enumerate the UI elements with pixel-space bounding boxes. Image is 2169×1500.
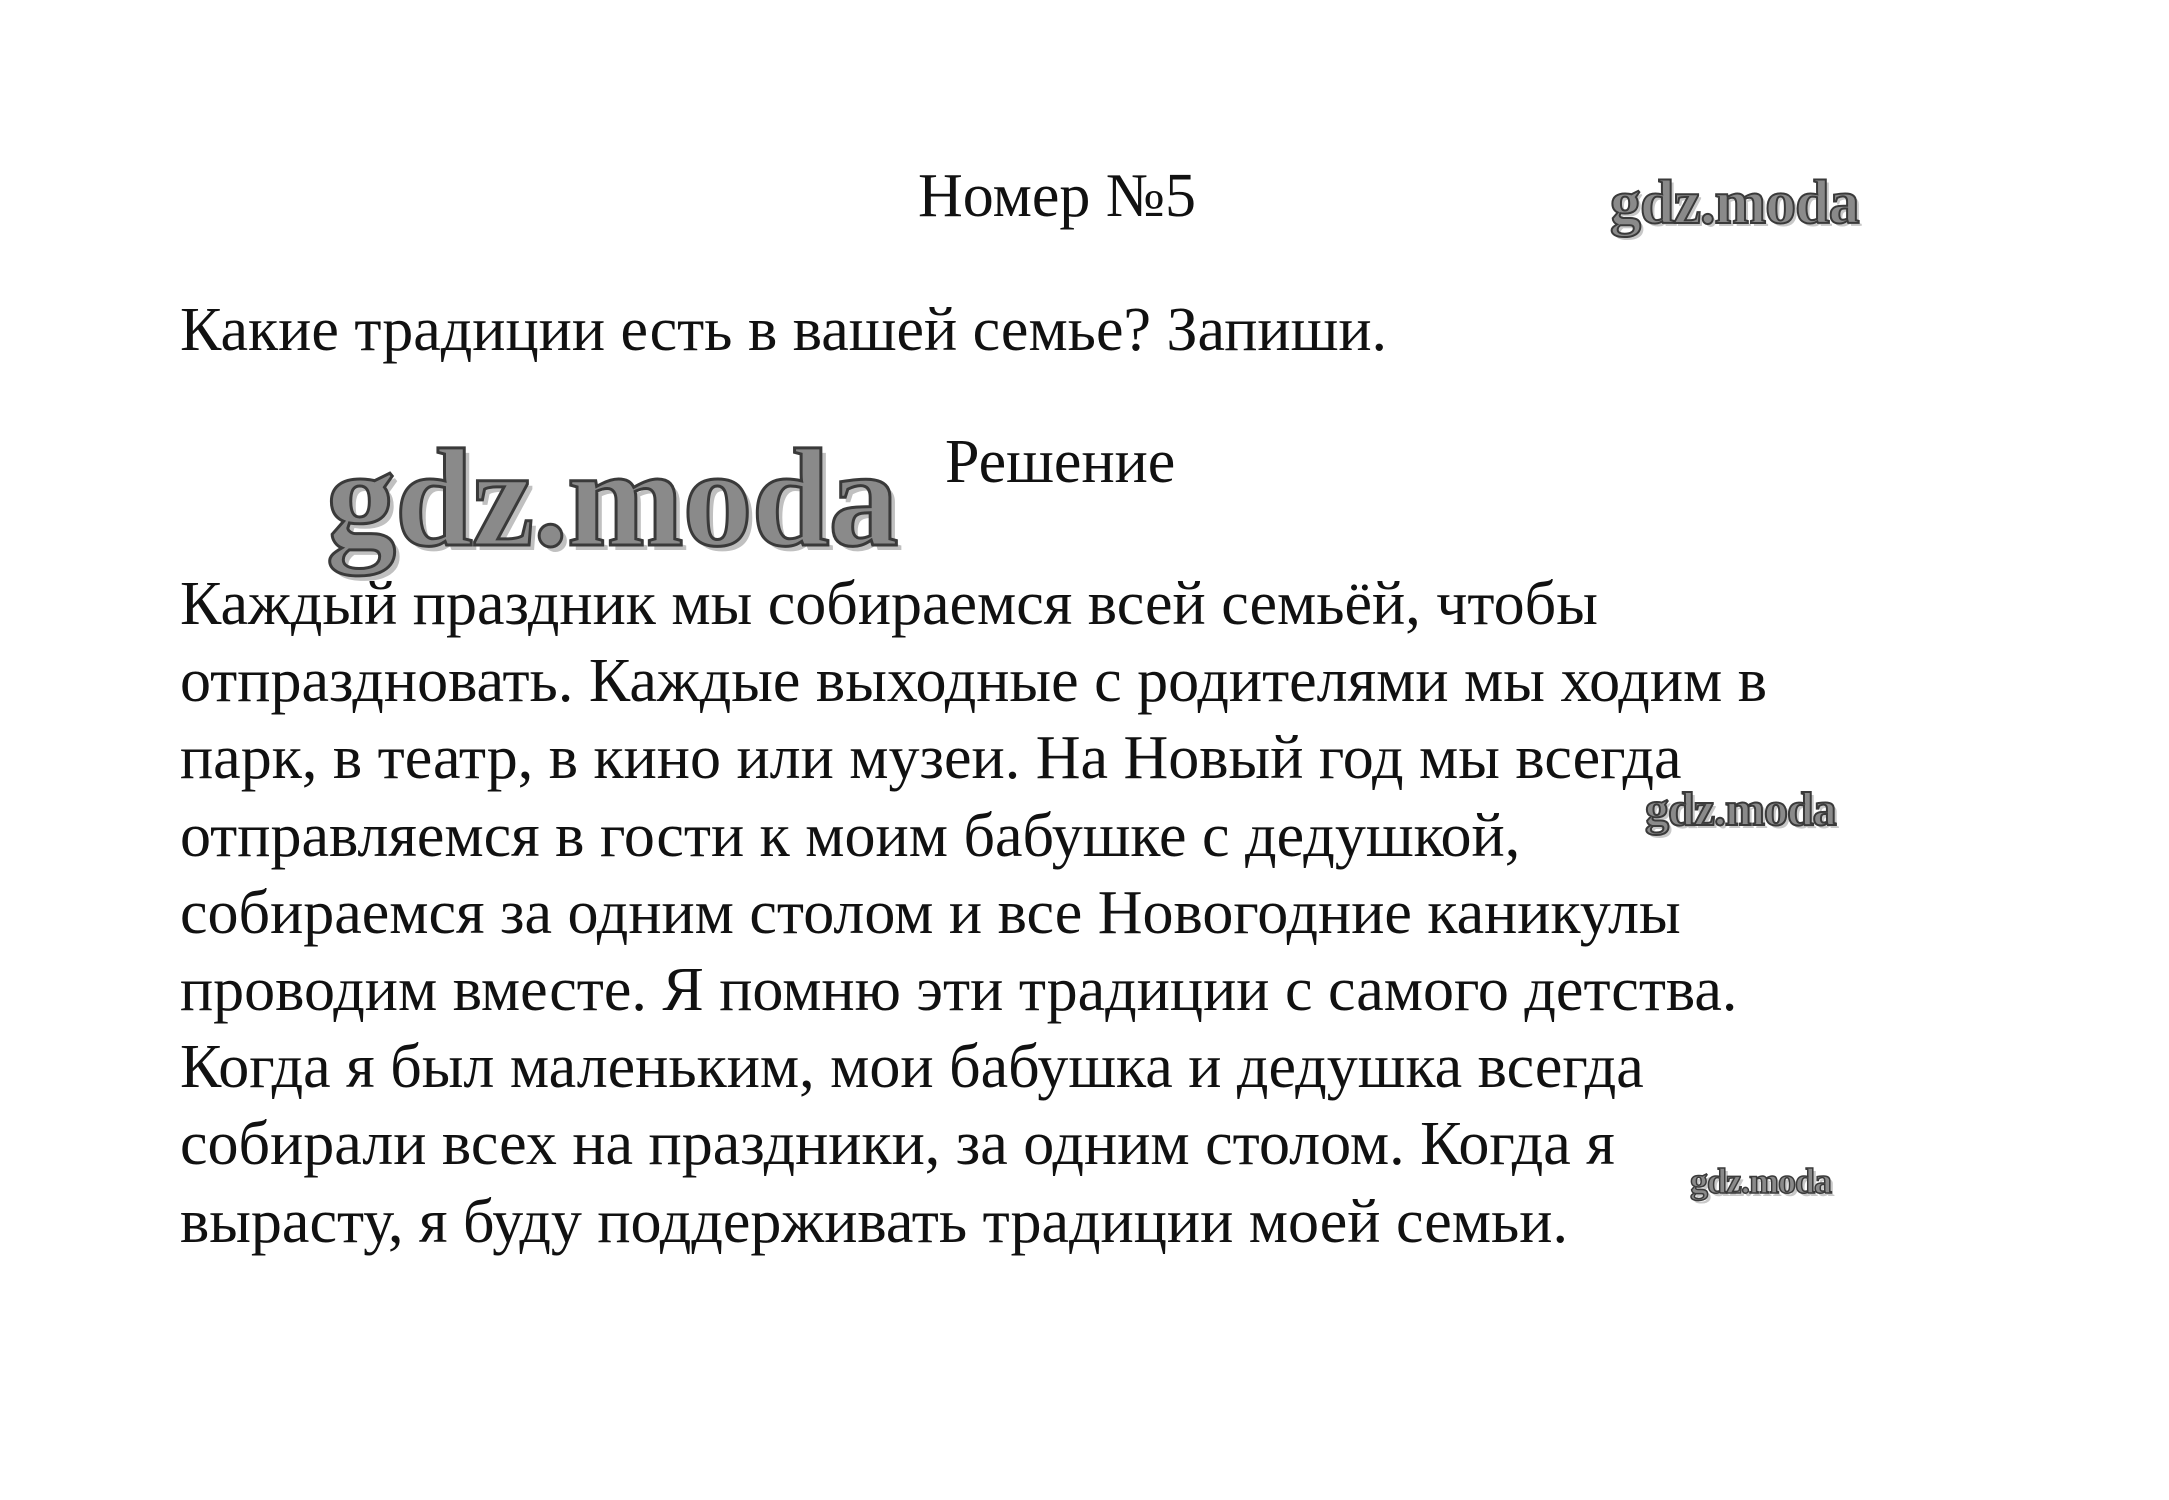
answer-text [180, 566, 2020, 1261]
answer-line: отпраздновать. Каждые выходные с родителями мы ходим в [180, 647, 1768, 716]
watermark-logo: gdz.moda [1645, 783, 1836, 836]
answer-line: собираемся за одним столом и все Новогодние каникулы [180, 878, 1681, 947]
page-title: Номер №5 [918, 162, 1197, 230]
answer-line: Каждый праздник мы собираемся всей семьёй, чтобы [180, 570, 1598, 638]
answer-line: Когда я был маленьким, мои бабушка и дедушка всегда [180, 1033, 1644, 1102]
answer-line: собирали всех на праздники, за одним столом. Когда я [180, 1110, 1615, 1179]
watermark-logo: gdz.moda [326, 421, 898, 576]
answer-line: парк, в театр, в кино или музеи. На Новый год мы всегда [180, 724, 1682, 793]
watermark-logo: gdz.moda [1610, 169, 1859, 237]
answer-line: проводим вместе. Я помню эти традиции с самого детства. [180, 956, 1738, 1025]
solution-heading: Решение [945, 428, 1176, 496]
answer-line: отправляемся в гости к моим бабушке с дедушкой, [180, 801, 1521, 870]
watermark-logo: gdz.moda [1690, 1161, 1832, 1201]
answer-line: вырасту, я буду поддерживать традиции моей семьи. [180, 1187, 1568, 1256]
question-text: Какие традиции есть в вашей семье? Запиши. [180, 296, 1388, 364]
